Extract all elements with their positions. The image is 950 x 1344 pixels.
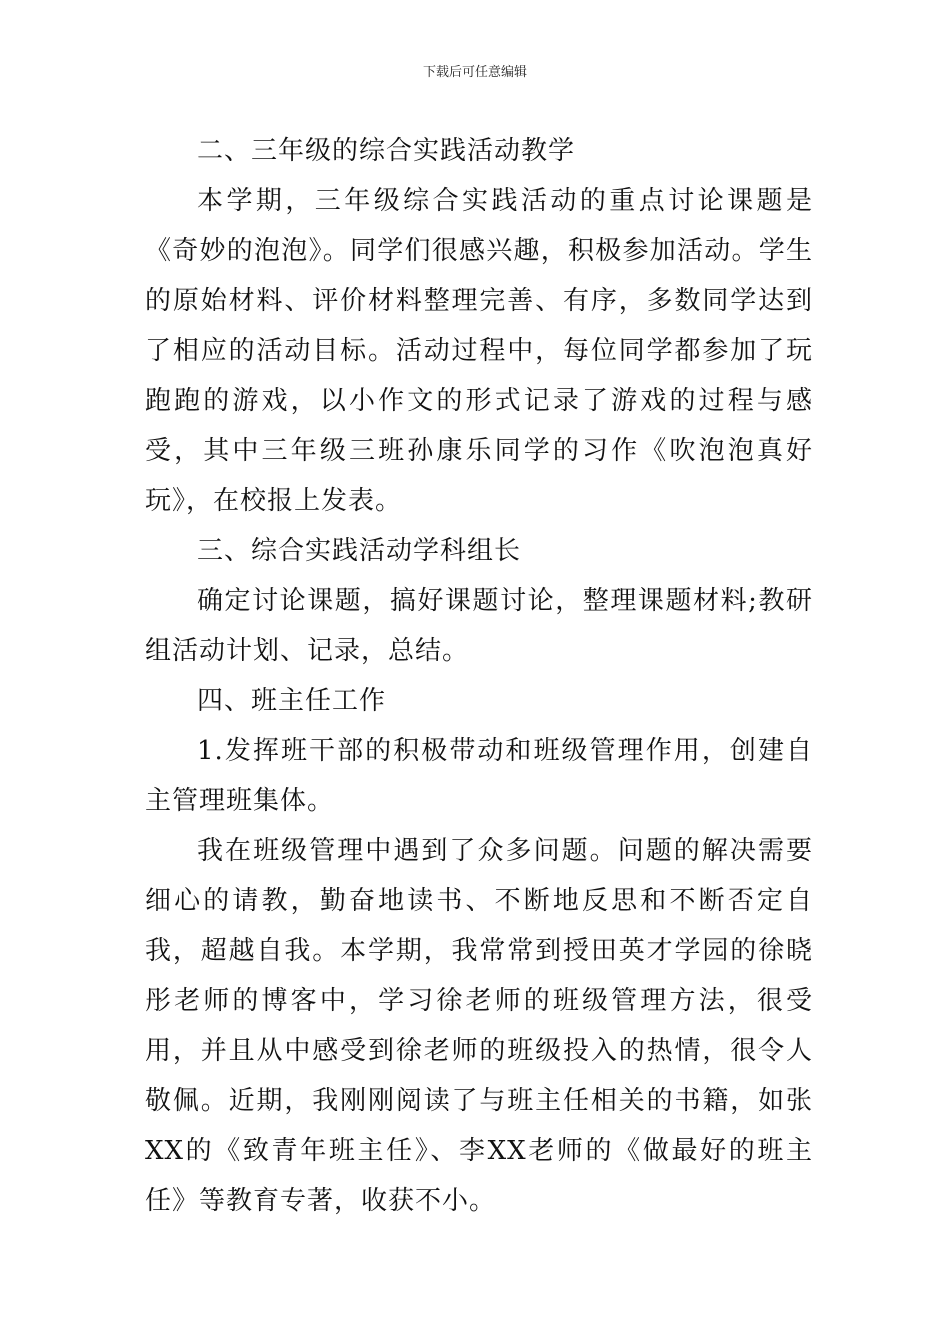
section-heading-4: 四、班主任工作 <box>197 686 387 716</box>
paragraph: 我在班级管理中遇到了众多问题。问题的解决需要细心的请教，勤奋地读书、不断地反思和不断否定自我，超越自我。本学期，我常常到授田英才学园的徐晓彤老师的博客中，学习徐老师的班级管理方法，很受用，并且从中感受到徐老师的班级投入的热情，很令人敬佩。近期，我刚刚阅读了与班主任相关的书籍，如张XX的《致青年班主任》、李XX老师的《做最好的班主任》等教育专著，收获不小。 <box>145 836 813 1216</box>
paragraph: 1.发挥班干部的积极带动和班级管理作用，创建自主管理班集体。 <box>145 736 813 816</box>
document-body <box>145 126 813 1226</box>
paragraph: 确定讨论课题，搞好课题讨论，整理课题材料;教研组活动计划、记录，总结。 <box>145 586 813 666</box>
section-heading-3: 三、综合实践活动学科组长 <box>197 536 522 566</box>
page-header: 下载后可任意编辑 <box>422 65 527 80</box>
section-heading-2: 二、三年级的综合实践活动教学 <box>197 136 576 166</box>
paragraph: 本学期，三年级综合实践活动的重点讨论课题是《奇妙的泡泡》。同学们很感兴趣，积极参加活动。学生的原始材料、评价材料整理完善、有序，多数同学达到了相应的活动目标。活动过程中，每位同学都参加了玩跑跑的游戏，以小作文的形式记录了游戏的过程与感受，其中三年级三班孙康乐同学的习作《吹泡泡真好玩》，在校报上发表。 <box>145 186 813 516</box>
